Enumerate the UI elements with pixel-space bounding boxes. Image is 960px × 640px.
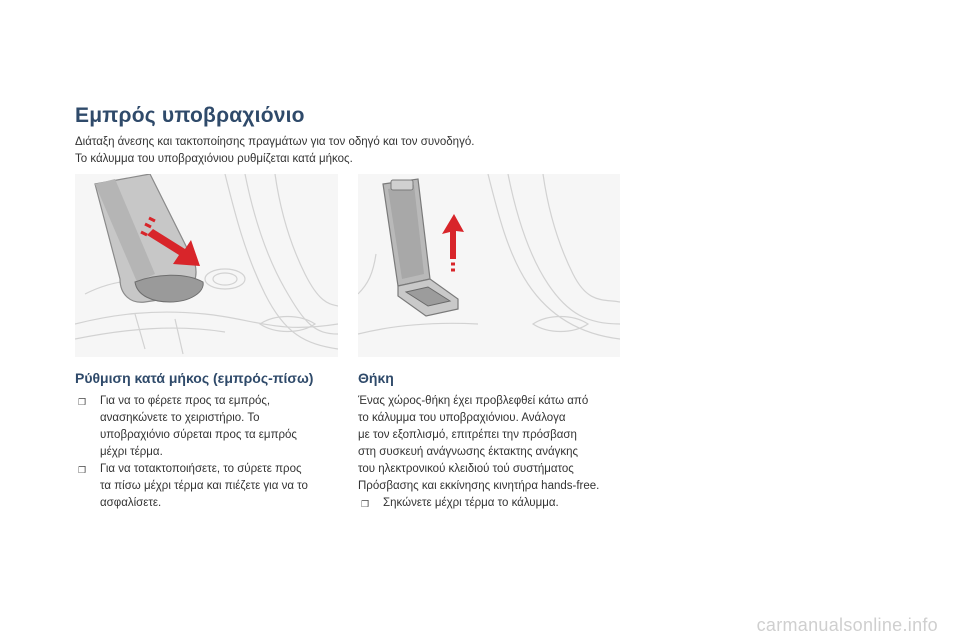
storage-paragraph bbox=[358, 393, 599, 512]
paragraph-line: του ηλεκτρονικού κλειδιού τού συστήματος bbox=[358, 463, 574, 475]
paragraph-line: με τον εξοπλισμό, επιτρέπει την πρόσβαση bbox=[358, 429, 577, 441]
bullet-line: υποβραχιόνιο σύρεται προς τα εμπρός bbox=[100, 429, 297, 441]
illustration-storage-compartment bbox=[358, 174, 620, 357]
longitudinal-bullets bbox=[75, 393, 345, 512]
bullet-line: τα πίσω μέχρι τέρμα και πιέζετε για να το bbox=[100, 480, 308, 492]
square-bullet-icon: ❒ bbox=[78, 465, 87, 475]
paragraph-line: Πρόσβασης και εκκίνησης κινητήρα hands-free. bbox=[358, 480, 600, 492]
armrest-shape bbox=[95, 174, 203, 302]
square-bullet-icon: ❒ bbox=[361, 499, 370, 509]
illustration-armrest-slide bbox=[75, 174, 338, 357]
bullet-line: Σηκώνετε μέχρι τέρμα το κάλυμμα. bbox=[383, 497, 559, 509]
bullet-item bbox=[358, 495, 599, 512]
compartment-box-shape bbox=[398, 279, 458, 316]
intro-line: Διάταξη άνεσης και τακτοποίησης πραγμάτων για τον οδηγό και τον συνοδηγό. bbox=[75, 136, 475, 148]
intro-line: Το κάλυμμα του υποβραχιόνιου ρυθμίζεται κατά μήκος. bbox=[75, 153, 353, 165]
bullet-line: μέχρι τέρμα. bbox=[100, 446, 163, 458]
watermark: carmanualsonline.info bbox=[756, 615, 938, 635]
open-lid-shape bbox=[383, 179, 430, 286]
bullet-item bbox=[75, 461, 345, 512]
bullet-line: ανασηκώνετε το χειριστήριο. Το bbox=[100, 412, 260, 424]
bullet-item bbox=[75, 393, 345, 461]
bullet-line: ασφαλίσετε. bbox=[100, 497, 162, 509]
paragraph-line: Ένας χώρος-θήκη έχει προβλεφθεί κάτω από bbox=[358, 395, 589, 407]
bullet-line: Για να τοτακτοποιήσετε, το σύρετε προς bbox=[100, 463, 302, 475]
page-title: Εμπρός υποβραχιόνιο bbox=[75, 104, 305, 127]
armrest-slide-drawing bbox=[75, 174, 338, 357]
storage-compartment-drawing bbox=[358, 174, 620, 357]
section-title-storage: Θήκη bbox=[358, 370, 394, 386]
paragraph-line: το κάλυμμα του υποβραχιόνιου. Ανάλογα bbox=[358, 412, 566, 424]
intro-text bbox=[75, 134, 474, 168]
square-bullet-icon: ❒ bbox=[78, 397, 87, 407]
lift-arrow-icon bbox=[442, 214, 464, 270]
section-title-longitudinal: Ρύθμιση κατά μήκος (εμπρός-πίσω) bbox=[75, 370, 314, 386]
paragraph-line: στη συσκευή ανάγνωσης έκτακτης ανάγκης bbox=[358, 446, 579, 458]
bullet-line: Για να το φέρετε προς τα εμπρός, bbox=[100, 395, 271, 407]
